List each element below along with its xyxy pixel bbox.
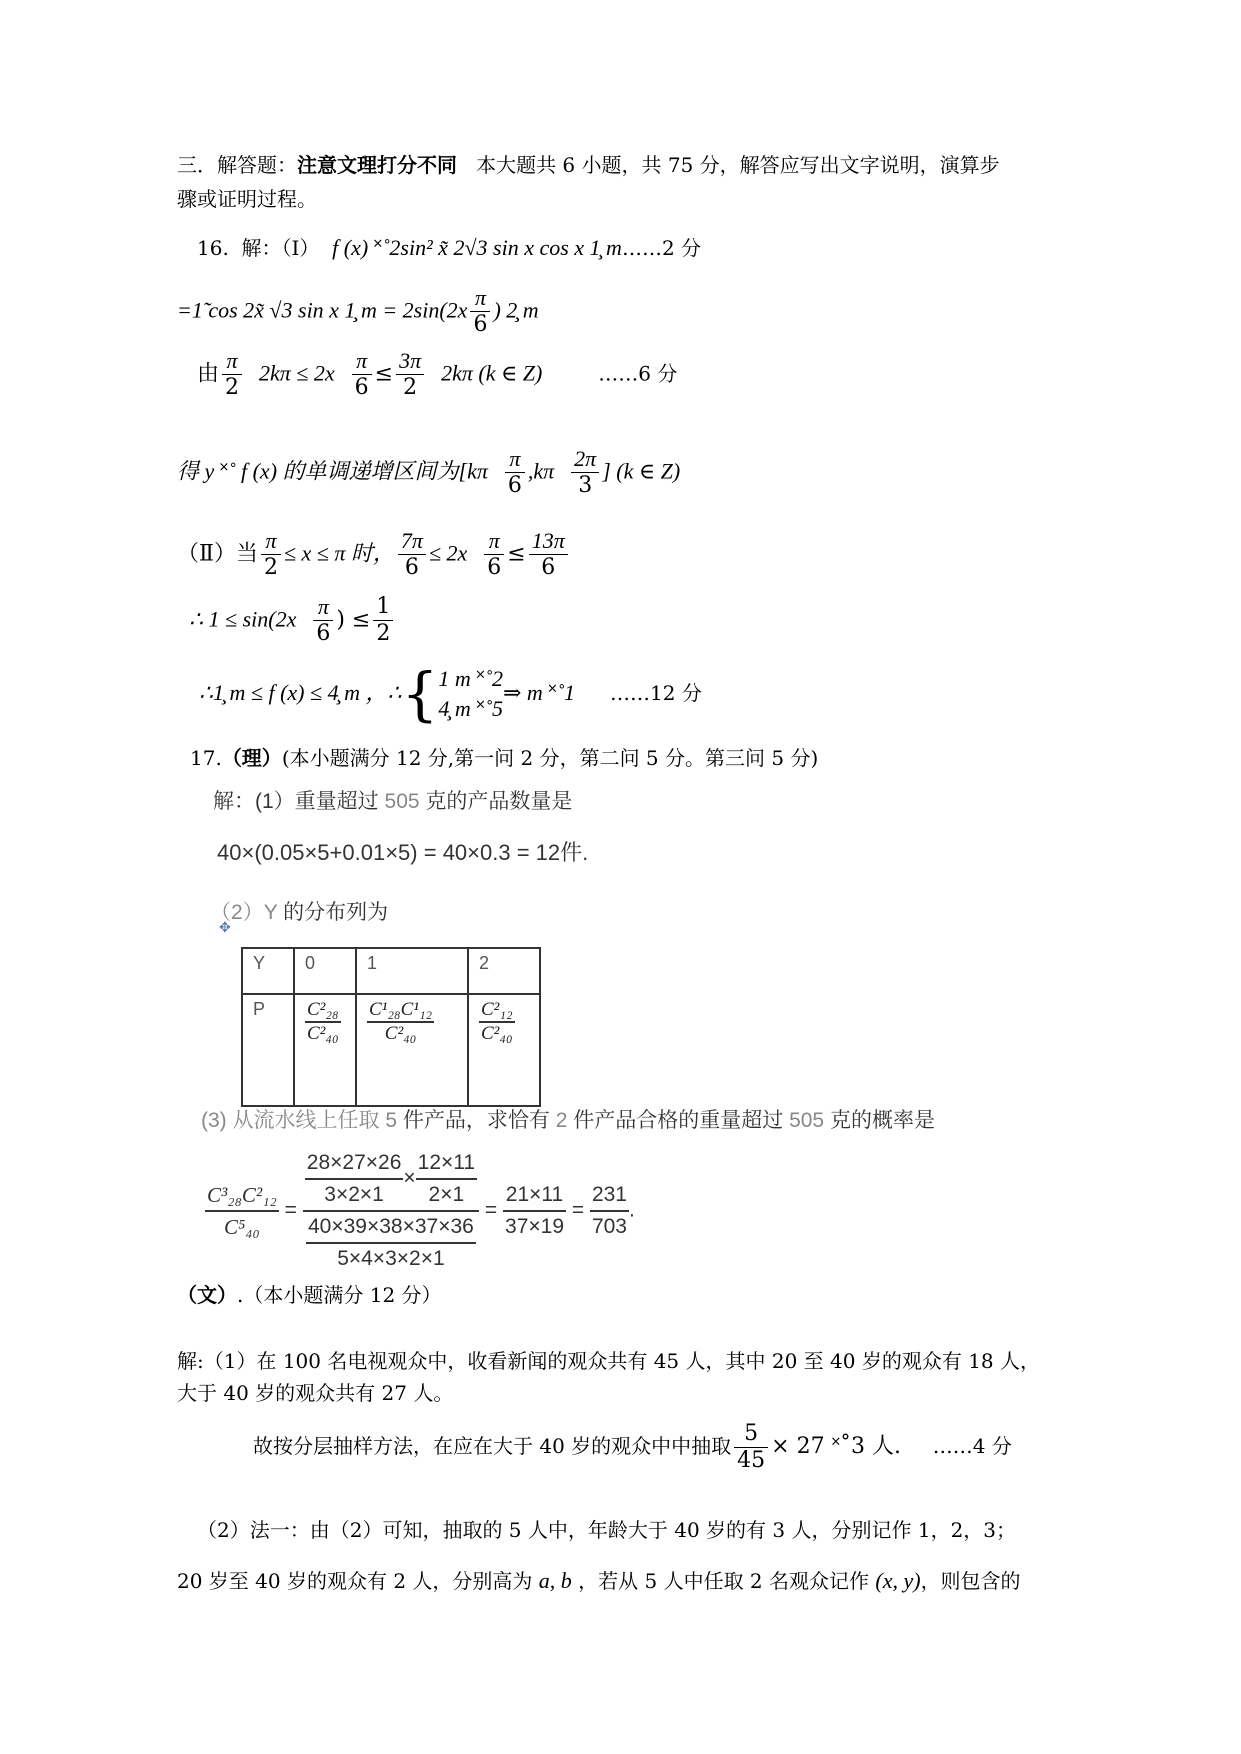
q16-l7-post: ⇒ m ˟˚1 — [502, 680, 576, 705]
fraction — [373, 594, 393, 647]
wen-s2-b: ，若从 5 人中任取 2 名观众记作 — [571, 1569, 876, 1593]
frac-den: 6 — [487, 555, 502, 580]
frac-den: 5×4×3×2×1 — [337, 1247, 445, 1270]
wen-s1-l1 — [177, 1349, 1040, 1373]
q16-l5-mid2: ≤ 2x — [428, 540, 468, 566]
q17-p3-e: 件产品合格的重量超过 — [567, 1109, 790, 1132]
fraction — [398, 528, 426, 581]
prob-fraction — [367, 999, 434, 1045]
fraction — [470, 285, 490, 338]
frac-den: C²₄₀ — [384, 1023, 417, 1044]
fraction — [305, 1148, 404, 1210]
q17-points: (本小题满分 12 分,第一问 2 分，第二问 5 分。第三问 5 分) — [281, 746, 819, 770]
q16-expr: f (x) ˟˚2sin² x̃ 2√3 sin x cos x 1̧ m — [332, 235, 622, 260]
wen-s2-text1: （2）法一：由（2）可知，抽取的 5 人中，年龄大于 40 岁的有 3 人，分别记作 1，2，3； — [197, 1518, 1017, 1542]
section-prefix: 三．解答题： — [177, 153, 297, 177]
q17-p1-c: 克的产品数量是 — [419, 790, 573, 813]
calc-lhs — [205, 1180, 279, 1242]
table-cell: 1 — [356, 948, 468, 994]
frac-den: 6 — [507, 473, 522, 498]
q16-line6 — [189, 594, 396, 647]
q16-l4-post: ] (k ∈ Z) — [602, 458, 681, 484]
frac-den: C⁵₄₀ — [223, 1215, 260, 1239]
q17-p2-y: Y — [263, 901, 278, 924]
wen-s2-l2 — [177, 1569, 1021, 1593]
q17-p3-c: 件产品，求恰有 — [397, 1109, 556, 1132]
system-eq2: 4̧ m ˟˚5 — [438, 696, 503, 721]
frac-num: π — [484, 528, 504, 555]
frac-num: 1 — [373, 594, 393, 621]
wen-points: .（本小题满分 12 分） — [237, 1283, 442, 1307]
q17-p3-a: (3) 从流水线上任取 — [201, 1109, 386, 1132]
q17-calc — [205, 1148, 635, 1274]
frac-num: 3π — [396, 348, 424, 375]
wen-s2-a: 20 岁至 40 岁的观众有 2 人，分别高为 — [177, 1569, 539, 1593]
q17-part3 — [201, 1109, 935, 1133]
q16-l2-pre: =1̃ cos 2x̃ √3 sin x 1̧ m = 2sin(2x — [177, 297, 468, 323]
frac-num: π — [313, 594, 333, 621]
q16-score-12: ……12 分 — [610, 681, 702, 705]
le-sign: ≤ — [374, 361, 394, 387]
frac-den: C²₄₀ — [481, 1023, 513, 1044]
fraction — [313, 594, 333, 647]
fraction — [529, 528, 568, 581]
wen-s1-text2: 大于 40 岁的观众共有 27 人。 — [177, 1381, 454, 1405]
table-row — [242, 948, 540, 994]
prob-fraction — [479, 999, 515, 1045]
frac-num: π — [352, 348, 372, 375]
q17-p2-a: （2） — [210, 901, 264, 924]
frac-num: 40×39×38×37×36 — [306, 1212, 476, 1244]
frac-num: 13π — [529, 528, 568, 555]
wen-s2-l1 — [197, 1518, 1016, 1542]
frac-den: 3×2×1 — [324, 1183, 384, 1206]
wen-score-4: ……4 分 — [932, 1434, 1012, 1458]
frac-den: 3 — [578, 473, 593, 498]
frac-den: C²₄₀ — [307, 1023, 339, 1044]
q17-p3-5: 5 — [385, 1109, 398, 1132]
fraction — [396, 348, 424, 401]
frac-num: 12×11 — [416, 1148, 477, 1180]
q16-label: 16. — [197, 236, 229, 260]
wen-title — [177, 1283, 442, 1307]
system-eq1: 1 m ˟˚2 — [438, 666, 503, 691]
frac-num: π — [261, 528, 281, 555]
q16-l4-mid: ,kπ — [527, 458, 555, 484]
frac-den: 2 — [376, 621, 391, 646]
q17-num: 17. — [190, 746, 222, 770]
table-cell: Y — [242, 948, 294, 994]
table-cell: 2 — [468, 948, 540, 994]
move-handle-icon[interactable]: ✥ — [219, 920, 231, 936]
q17-p1-equation: 40×(0.05×5+0.01×5) = 40×0.3 = 12件. — [217, 840, 589, 865]
q17-p3-g: 克的概率是 — [824, 1109, 935, 1132]
brace: { — [401, 660, 439, 728]
frac-num: 21×11 — [503, 1180, 566, 1212]
wen-s2-xy: (x, y) — [875, 1568, 921, 1593]
frac-den: 6 — [354, 375, 369, 400]
q16-l5-pre: （Ⅱ）当 — [177, 541, 258, 567]
wen-s1-l3 — [253, 1421, 1012, 1474]
frac-num: π — [470, 285, 490, 312]
wen-s2-ab: a, b — [538, 1568, 572, 1593]
section-header-cont — [177, 187, 317, 211]
prob-fraction — [305, 999, 341, 1045]
frac-den: 6 — [404, 555, 419, 580]
fraction — [505, 446, 525, 499]
wen-tag: （文） — [177, 1283, 237, 1307]
frac-den: 45 — [737, 1448, 766, 1473]
q16-line1 — [197, 236, 701, 260]
table-cell — [468, 994, 540, 1106]
q17-part1 — [213, 790, 572, 814]
frac-num: C³₂₈C²₁₂ — [205, 1180, 279, 1212]
system — [438, 664, 503, 724]
frac-num: 5 — [734, 1421, 768, 1448]
table-cell: P — [242, 994, 294, 1106]
frac-den: 2 — [263, 555, 278, 580]
calc-r2 — [590, 1180, 629, 1242]
q16-score-6: ……6 分 — [598, 361, 678, 386]
distribution-table — [241, 947, 541, 1107]
q16-l6-pre: ∴ 1 ≤ sin(2x — [189, 606, 297, 632]
q17-p3-505: 505 — [789, 1109, 825, 1132]
section-instructions-cont: 骤或证明过程。 — [177, 187, 317, 211]
section-bold-note: 注意文理打分不同 — [297, 153, 457, 177]
q17-part2 — [210, 901, 388, 925]
q17-title — [190, 746, 818, 770]
q17-li-tag: （理） — [221, 746, 282, 770]
fraction — [734, 1421, 768, 1474]
frac-den: 6 — [316, 621, 331, 646]
q16-l2-post: ) 2̧ m — [493, 297, 539, 323]
calc-r1 — [503, 1180, 566, 1242]
frac-den: 2 — [403, 375, 418, 400]
wen-s1-post: × 27 ˟˚3 人. — [771, 1434, 901, 1459]
fraction — [261, 528, 281, 581]
frac-num: C²₁₂ — [479, 999, 515, 1023]
equals-sign: = — [484, 1198, 498, 1222]
section-header — [177, 153, 1000, 177]
fraction — [306, 1212, 476, 1274]
equals-sign: = — [284, 1198, 297, 1222]
fraction — [352, 348, 372, 401]
q17-p2-c: 的分布列为 — [277, 901, 389, 924]
wen-s1-pre: 故按分层抽样方法，在应在大于 40 岁的观众中中抽取 — [253, 1434, 732, 1458]
q16-l7-pre: ∴1̧ m ≤ f (x) ≤ 4̧ m ，∴ — [199, 680, 402, 705]
q16-line3 — [197, 348, 677, 401]
q16-intro: 解：（Ⅰ） — [241, 236, 320, 260]
frac-num: C²₂₈ — [305, 999, 341, 1023]
frac-den: 6 — [541, 555, 556, 580]
equals-sign: = — [571, 1198, 585, 1222]
fraction — [222, 348, 242, 401]
q16-l3-pre: 由 — [197, 361, 220, 387]
frac-num: 2π — [571, 446, 599, 473]
q16-l6-mid: ) ≤ — [336, 607, 371, 633]
frac-num: π — [222, 348, 242, 375]
q16-line2 — [177, 285, 539, 338]
q17-p1-505: 505 — [384, 790, 420, 813]
q16-l3-post: 2kπ (k ∈ Z) — [441, 360, 543, 386]
q16-line5 — [177, 528, 571, 581]
frac-den: 6 — [473, 312, 488, 337]
frac-num: π — [505, 446, 525, 473]
section-instructions: 本大题共 6 小题，共 75 分，解答应写出文字说明，演算步 — [476, 153, 1000, 177]
frac-den: 2 — [225, 375, 240, 400]
fraction — [416, 1148, 477, 1210]
q16-l3-mid: 2kπ ≤ 2x — [259, 360, 335, 386]
calc-big-frac — [303, 1148, 479, 1274]
big-frac-num: $\frac{28\times 27\times 26}{3\times 2\times 1}$ × $\frac{12\times 11}{2\times 1}$ — [303, 1148, 479, 1212]
frac-num: 7π — [398, 528, 426, 555]
q17-part1-eq — [217, 841, 588, 865]
table-cell — [356, 994, 468, 1106]
le-sign: ≤ — [507, 541, 526, 567]
wen-s1-text1: 解:（1）在 100 名电视观众中，收看新闻的观众共有 45 人，其中 20 至 40 岁的观众有 18 人， — [177, 1349, 1041, 1373]
wen-s1-l2 — [177, 1381, 453, 1405]
q16-line7 — [199, 660, 702, 728]
table-row — [242, 994, 540, 1106]
period: . — [629, 1198, 635, 1222]
q16-l5-mid: ≤ x ≤ π 时， — [283, 540, 395, 566]
q16-l4-pre: 得 y ˟˚ f (x) 的单调递增区间为[kπ — [177, 458, 488, 484]
q17-p1-a: 解：(1）重量超过 — [213, 790, 385, 813]
wen-s2-c: ，则包含的 — [920, 1569, 1021, 1593]
q16-score-2: ……2 分 — [621, 236, 702, 260]
q17-p3-2: 2 — [555, 1109, 568, 1132]
frac-num: C¹₂₈C¹₁₂ — [367, 999, 434, 1023]
frac-den: 37×19 — [505, 1215, 564, 1238]
frac-num: 28×27×26 — [305, 1148, 404, 1180]
big-frac-den — [303, 1212, 479, 1274]
fraction — [484, 528, 504, 581]
fraction — [571, 446, 599, 499]
frac-den: 2×1 — [428, 1183, 465, 1206]
frac-den: 703 — [591, 1215, 627, 1238]
table-cell: 0 — [294, 948, 356, 994]
frac-num: 231 — [590, 1180, 629, 1212]
table-cell — [294, 994, 356, 1106]
q16-line4 — [177, 446, 680, 499]
